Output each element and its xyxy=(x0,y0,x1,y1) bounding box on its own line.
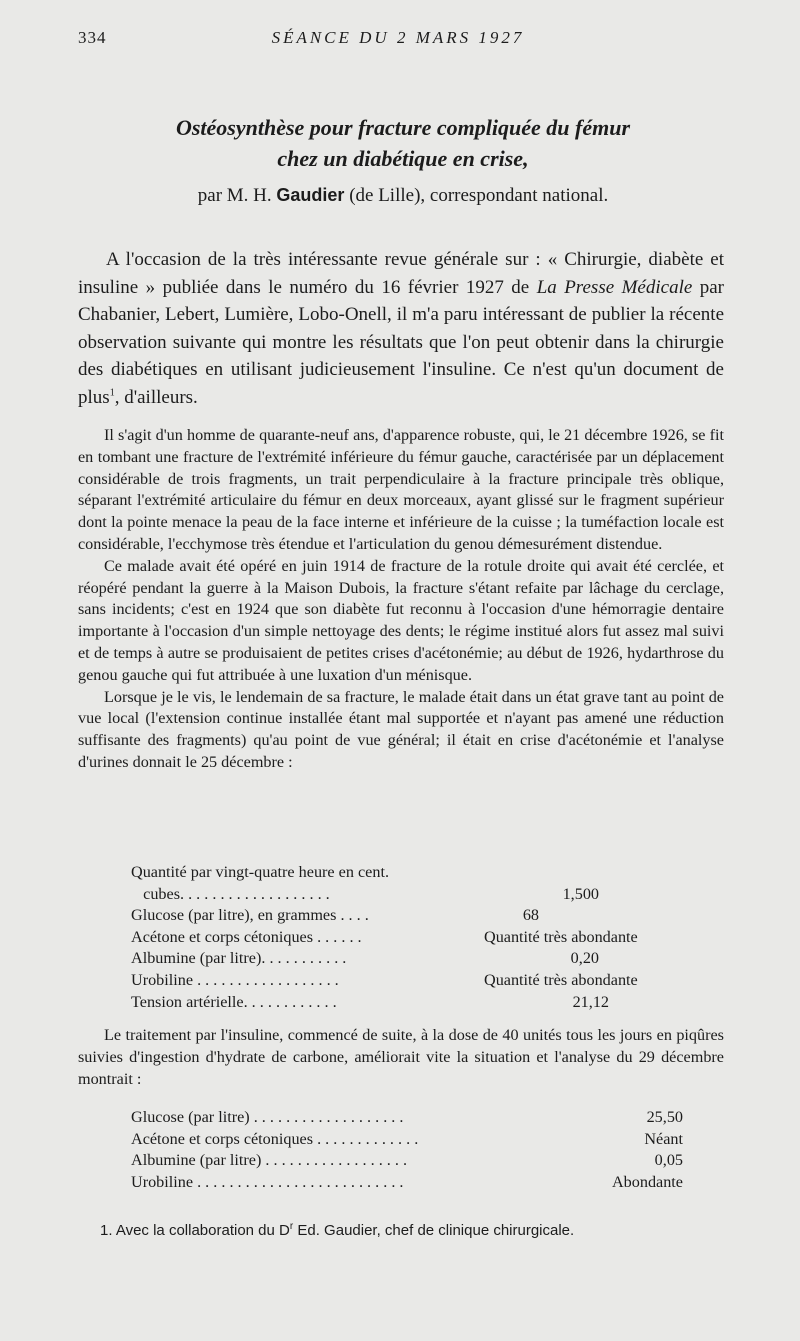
row-value: 68 xyxy=(522,906,539,925)
row-value: Quantité très abondante xyxy=(484,927,638,946)
row-label: Tension artérielle. . . . . . . . . . . . xyxy=(131,992,337,1011)
row-label: Quantité par vingt-quatre heure en cent. xyxy=(131,863,389,881)
page-number: 334 xyxy=(78,28,107,47)
byline-author: Gaudier xyxy=(276,185,345,205)
table-row xyxy=(131,1150,691,1172)
treatment-text: Le traitement par l'insuline, commencé de suite, à la dose de 40 unités tous les jours en piqûres suivies d'ingestion d'hydrate de carbone, améliorait vite la situation et l'analyse du 29 décembre montrait : xyxy=(78,1026,724,1088)
row-label: Albumine (par litre). . . . . . . . . . . xyxy=(131,949,347,968)
byline-prefix: par M. H. xyxy=(197,185,272,206)
row-label: Acétone et corps cétoniques . . . . . . xyxy=(131,927,362,946)
treatment-paragraph xyxy=(78,1025,724,1090)
row-value: Abondante xyxy=(611,1172,683,1191)
row-label: Acétone et corps cétoniques . . . . . . . . . . . . . xyxy=(131,1129,419,1148)
row-label: Urobiline . . . . . . . . . . . . . . . . . . xyxy=(131,970,339,989)
table-row xyxy=(131,948,691,970)
table-row xyxy=(131,970,691,992)
body-paragraph-3: Lorsque je le vis, le lendemain de sa fracture, le malade était dans un état grave tant au point de vue local (l'extension continue installée étant mal supportée et n'ayant pas amené une réduction suffisante des fragments) qu'au point de vue général; il était en crise d'acétonémie et l'analyse d'urines donnait le 25 décembre : xyxy=(78,687,724,771)
journal-name: La Presse Médicale xyxy=(536,276,693,298)
row-value: Néant xyxy=(644,1129,683,1148)
row-value: 25,50 xyxy=(646,1108,683,1126)
byline-suffix: (de Lille), correspondant national. xyxy=(349,185,609,206)
row-value: 1,500 xyxy=(562,884,599,903)
table-row xyxy=(131,884,691,906)
table-row xyxy=(131,1129,691,1151)
row-value: 0,20 xyxy=(570,949,599,968)
case-description xyxy=(78,425,724,774)
running-title: SÉANCE DU 2 MARS 1927 xyxy=(271,28,525,47)
intro-paragraph xyxy=(78,246,724,412)
row-label: Urobiline . . . . . . . . . . . . . . . . . . . . . . . . . . xyxy=(131,1172,404,1191)
row-value: 0,05 xyxy=(654,1151,683,1170)
urine-analysis-dec-25 xyxy=(131,862,691,1013)
row-value: Quantité très abondante xyxy=(484,970,638,989)
footnote-superscript: r xyxy=(289,1221,294,1232)
byline xyxy=(78,185,728,207)
urine-analysis-dec-29 xyxy=(131,1107,691,1193)
intro-text-3: , d'ailleurs. xyxy=(114,386,198,408)
footnote-number: 1. xyxy=(100,1222,113,1239)
table-row xyxy=(131,1107,691,1129)
article-title-line-1: Ostéosynthèse pour fracture compliquée du fémur xyxy=(175,115,631,140)
table-row xyxy=(131,905,691,927)
row-label: Glucose (par litre), en grammes . . . . xyxy=(131,906,369,925)
running-head xyxy=(78,28,718,52)
table-row xyxy=(131,862,691,884)
body-paragraph-1: Il s'agit d'un homme de quarante-neuf ans, d'apparence robuste, qui, le 21 décembre 1926, se fit en tombant une fracture de l'extrémité inférieure du fémur gauche, caractérisée par un déplacement considérable de trois fragments, un trait perpendiculaire à la fracture principale très oblique, séparant l'extrémité articulaire du fémur en deux morceaux, ayant glissé sur le fragment supérieur dont la pointe menace la peau de la face interne et inférieure de la cuisse ; la tuméfaction locale est considérable, l'ecchymose très étendue et l'articulation du genou démesurément distendue. xyxy=(78,426,724,553)
article-title xyxy=(78,112,728,174)
footnote-text-1: Avec la collaboration du D xyxy=(112,1222,290,1239)
footnote-reference: 1 xyxy=(109,387,115,399)
body-paragraph-2: Ce malade avait été opéré en juin 1914 de fracture de la rotule droite qui avait été cerclée, et réopéré pendant la guerre à la Maison Dubois, la fracture s'étant refaite par lâchage du cerclage, sans incidents; c'est en 1924 que son diabète fut reconnu à l'occasion d'une hémorragie dentaire importante à l'occasion d'un simple nettoyage des dents; le régime institué alors fut assez mal suivi et de temps à autre se produisaient de petites crises d'acétonémie; au début de 1926, hydarthrose du genou gauche qui fut attribuée à une luxation d'un ménisque. xyxy=(78,556,724,684)
row-label: Glucose (par litre) . . . . . . . . . . . . . . . . . . . xyxy=(131,1108,404,1126)
article-title-line-2: chez un diabétique en crise, xyxy=(277,146,529,171)
row-label: cubes. . . . . . . . . . . . . . . . . . . xyxy=(131,884,330,903)
table-row xyxy=(131,1172,691,1194)
row-label: Albumine (par litre) . . . . . . . . . . . . . . . . . . xyxy=(131,1151,408,1170)
intro-text-2: par Chabanier, Lebert, Lumière, Lobo-Onell, il m'a paru intéressant de publier la récente observation suivante qui montre les résultats que l'on peut obtenir dans la chirurgie des diabétiques en utilisant judicieusement l'insuline. Ce n'est qu'un document de plus xyxy=(78,276,725,408)
table-row xyxy=(131,992,691,1014)
footnote-text-2: Ed. Gaudier, chef de clinique chirurgicale. xyxy=(293,1222,575,1239)
footnote xyxy=(100,1222,740,1239)
row-value: 21,12 xyxy=(572,992,609,1011)
table-row xyxy=(131,927,691,949)
intro-text-1: A l'occasion de la très intéressante revue générale sur : « Chirurgie, diabète et insuline » publiée dans le numéro du 16 février 1927 de xyxy=(78,249,724,298)
